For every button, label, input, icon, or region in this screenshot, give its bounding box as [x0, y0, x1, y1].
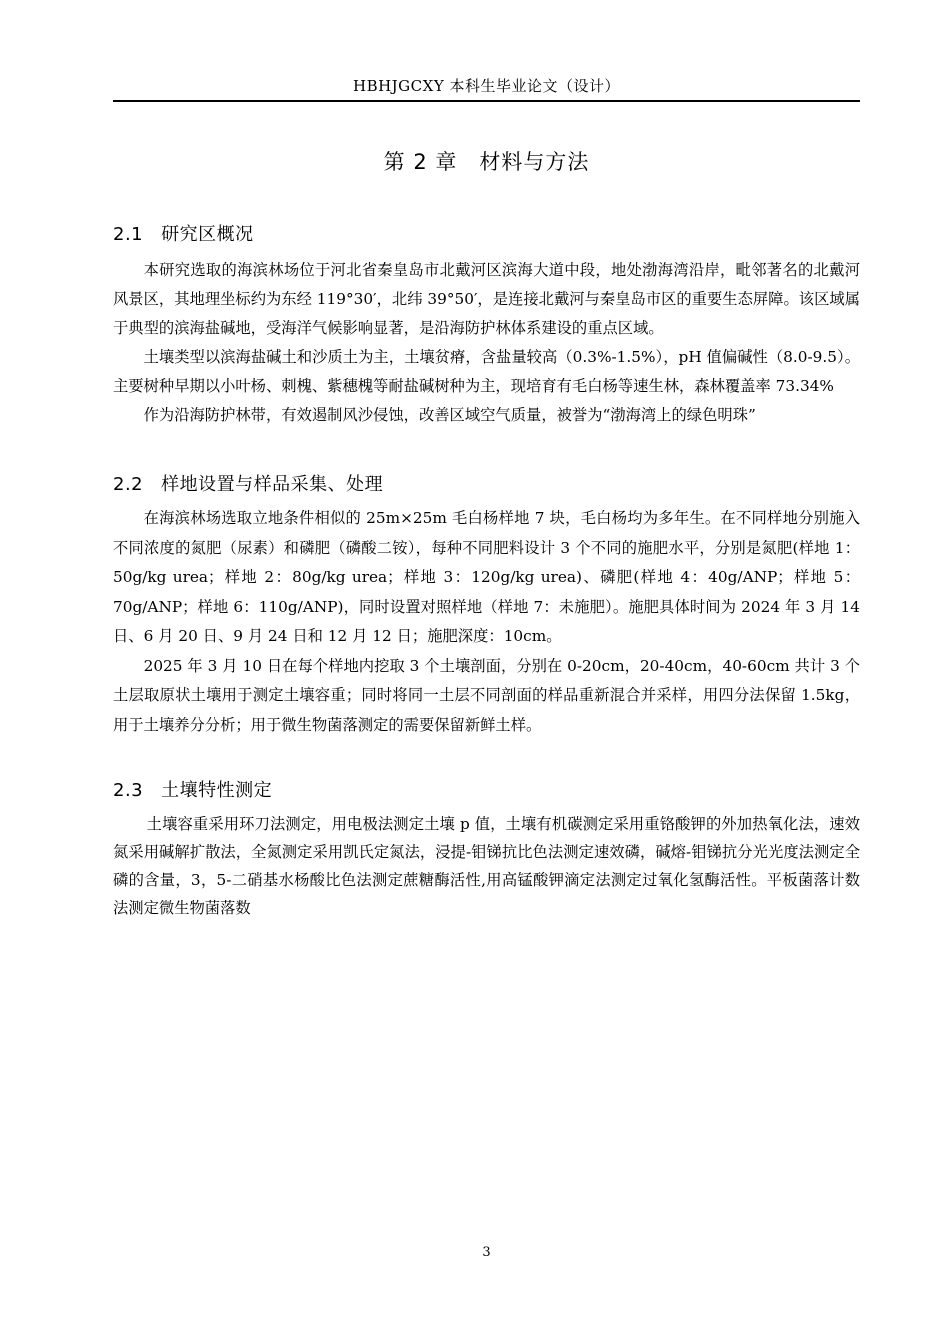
- paragraph: 土壤容重采用环刀法测定，用电极法测定土壤 p 值，土壤有机碳测定采用重铬酸钾的外加热氧化法，速效氮采用碱解扩散法，全氮测定采用凯氏定氮法，浸提-钼锑抗比色法测定速效磷，碱熔-钼锑抗分光光度法测定全磷的含量，3，5-二硝基水杨酸比色法测定蔗糖酶活性,用高锰酸钾滴定法测定过氧化氢酶活性。平板菌落计数法测定微生物菌落数: [113, 815, 860, 917]
- header-rule: [113, 100, 860, 102]
- chapter-title: 第 2 章 材料与方法: [383, 150, 590, 174]
- section-number: 2.1: [113, 224, 144, 245]
- section-title: 土壤特性测定: [161, 780, 273, 801]
- section-number: 2.2: [113, 474, 144, 495]
- body-content: [113, 220, 860, 922]
- running-header: HBHJGCXY 本科生毕业论文（设计）: [352, 77, 620, 95]
- section-soil-measurement: [113, 776, 860, 922]
- paragraph: 本研究选取的海滨林场位于河北省秦皇岛市北戴河区滨海大道中段，地处渤海湾沿岸，毗邻著名的北戴河风景区，其地理坐标约为东经 119°30′，北纬 39°50′，是连接北戴河与秦皇岛市区的重要生态屏障。该区域属于典型的滨海盐碱地，受海洋气候影响显著，是沿海防护林体系建设的重点区域。: [113, 261, 860, 337]
- section-heading: [113, 220, 860, 250]
- section-title: 研究区概况: [161, 224, 254, 245]
- section-number: 2.3: [113, 780, 144, 801]
- page-number: 3: [482, 1245, 491, 1260]
- paragraph: 在海滨林场选取立地条件相似的 25m×25m 毛白杨样地 7 块，毛白杨均为多年生。在不同样地分别施入不同浓度的氮肥（尿素）和磷肥（磷酸二铵），每种不同肥料设计 3 个不同的施肥水平，分别是氮肥(样地 1：50g/kg urea；样地 2：80g/kg urea；样地 3：120g/kg urea)、磷肥(样地 4：40g/ANP；样地 5：70g/ANP；样地 6：110g/ANP)，同时设置对照样地（样地 7：未施肥）。施肥具体时间为 2024 年 3 月 14 日、6 月 20 日、9 月 24 日和 12 月 12 日；施肥深度：10cm。: [113, 509, 860, 645]
- section-plot-setup: [113, 470, 860, 740]
- section-heading: [113, 470, 860, 500]
- paragraph: 作为沿海防护林带，有效遏制风沙侵蚀，改善区域空气质量，被誉为“渤海湾上的绿色明珠”: [143, 406, 756, 424]
- section-heading: [113, 776, 860, 806]
- paragraph: 土壤类型以滨海盐碱土和沙质土为主，土壤贫瘠，含盐量较高（0.3%-1.5%），pH 值偏碱性（8.0-9.5）。主要树种早期以小叶杨、刺槐、紫穗槐等耐盐碱树种为主，现培育有毛白杨等速生林，森林覆盖率 73.34%: [113, 348, 860, 395]
- section-title: 样地设置与样品采集、处理: [161, 474, 384, 495]
- section-study-area: [113, 220, 860, 430]
- paragraph: 2025 年 3 月 10 日在每个样地内挖取 3 个土壤剖面，分别在 0-20cm，20-40cm，40-60cm 共计 3 个土层取原状土壤用于测定土壤容重；同时将同一土层不同剖面的样品重新混合并采样，用四分法保留 1.5kg，用于土壤养分分析；用于微生物菌落测定的需要保留新鲜土样。: [113, 656, 860, 734]
